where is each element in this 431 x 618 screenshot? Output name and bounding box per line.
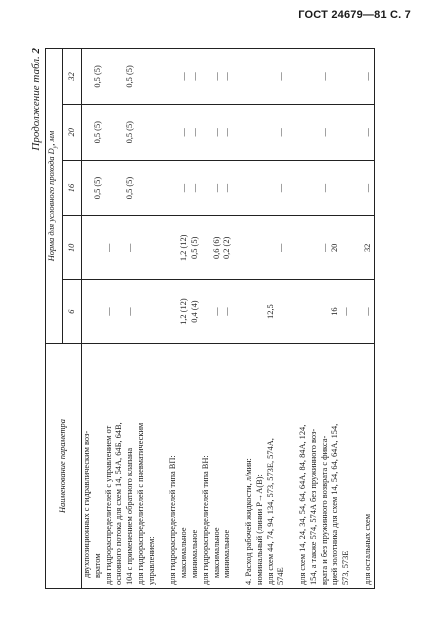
param-cell: для схем 14, 24, 34, 54, 64, 64А, 84, 84А, 124, [298, 344, 309, 589]
param-cell [352, 344, 363, 589]
value-cell [330, 160, 341, 216]
table-row [363, 49, 374, 589]
value-cell [309, 49, 320, 105]
value-cell [341, 49, 352, 105]
param-cell: для остальных схем [363, 344, 374, 589]
value-cell [276, 280, 287, 344]
value-cell [298, 216, 309, 280]
value-cell: 12,5 [266, 280, 277, 344]
param-cell: основного потока для схем 14, 54А, 64Б, 64В, [114, 344, 125, 589]
value-cell [233, 216, 244, 280]
value-cell [255, 280, 266, 344]
value-cell: — [125, 280, 136, 344]
value-cell: — [363, 160, 374, 216]
value-cell [298, 160, 309, 216]
param-cell: 4. Расход рабочей жидкости, л/мин: [244, 344, 255, 589]
value-cell: — [222, 49, 233, 105]
value-cell: 20 [330, 216, 341, 280]
value-cell [201, 104, 212, 160]
value-cell [136, 216, 147, 280]
table-row [309, 49, 320, 589]
value-cell [352, 160, 363, 216]
column-header-20: 20 [63, 104, 82, 160]
value-cell: 1,2 (12) [179, 280, 190, 344]
value-cell [201, 280, 212, 344]
param-cell: 574Е [276, 344, 287, 589]
param-cell: для схем 44, 74, 94, 134, 573, 573Е, 574А, [266, 344, 277, 589]
value-cell [266, 104, 277, 160]
value-cell: 0,5 (5) [125, 160, 136, 216]
value-cell [104, 104, 115, 160]
value-cell [158, 216, 169, 280]
value-cell: — [363, 104, 374, 160]
value-cell [309, 280, 320, 344]
param-cell: номинальный (линии P→A(B): [255, 344, 266, 589]
param-cell: двухпозиционных с гидравлическим воз- [82, 344, 93, 589]
value-cell: 0,6 (6) [212, 216, 223, 280]
group-header-unit: , мм [46, 130, 56, 146]
value-cell: 0,5 (5) [125, 49, 136, 105]
norms-table [45, 48, 375, 589]
value-cell: — [212, 104, 223, 160]
value-cell [114, 160, 125, 216]
param-cell: для гидрораспределителей типа ВП: [168, 344, 179, 589]
param-cell: для гидрораспределителей типа ВН: [201, 344, 212, 589]
value-cell [233, 104, 244, 160]
table-row [222, 49, 233, 589]
value-cell: — [179, 49, 190, 105]
value-cell [309, 216, 320, 280]
value-cell: 0,5 (5) [190, 216, 201, 280]
value-cell: — [212, 280, 223, 344]
table-caption [30, 48, 42, 151]
value-cell [82, 160, 93, 216]
value-cell [136, 160, 147, 216]
value-cell [147, 49, 158, 105]
value-cell [93, 216, 104, 280]
param-cell: максимальное [179, 344, 190, 589]
value-cell [320, 280, 331, 344]
caption-prefix: Продолжение табл. [30, 56, 42, 151]
value-cell [309, 160, 320, 216]
value-cell [266, 160, 277, 216]
value-cell: 0,5 (5) [93, 49, 104, 105]
table-row [298, 49, 309, 589]
table-row [244, 49, 255, 589]
value-cell [168, 104, 179, 160]
value-cell: 0,2 (2) [222, 216, 233, 280]
table-row [266, 49, 277, 589]
value-cell [136, 280, 147, 344]
value-cell [341, 104, 352, 160]
param-cell [233, 344, 244, 589]
param-cell: минимальное [222, 344, 233, 589]
table-row [125, 49, 136, 589]
table-body [82, 49, 375, 589]
value-cell [158, 280, 169, 344]
value-cell [201, 160, 212, 216]
value-cell: — [222, 160, 233, 216]
value-cell [168, 49, 179, 105]
value-cell: — [190, 49, 201, 105]
value-cell: 32 [363, 216, 374, 280]
value-cell [330, 49, 341, 105]
value-cell [82, 49, 93, 105]
value-cell: — [125, 216, 136, 280]
value-cell [82, 104, 93, 160]
value-cell [82, 216, 93, 280]
value-cell [233, 280, 244, 344]
param-cell: 573, 573Е [341, 344, 352, 589]
table-row [168, 49, 179, 589]
value-cell [287, 160, 298, 216]
value-cell [309, 104, 320, 160]
gost-page-header: ГОСТ 24679—81 С. 7 [298, 9, 411, 21]
value-cell: — [276, 160, 287, 216]
value-cell [255, 49, 266, 105]
value-cell: — [190, 160, 201, 216]
value-cell: — [222, 280, 233, 344]
value-cell [233, 160, 244, 216]
value-cell: — [341, 280, 352, 344]
value-cell: 0,5 (5) [125, 104, 136, 160]
value-cell [266, 216, 277, 280]
value-cell [244, 49, 255, 105]
table-row [158, 49, 169, 589]
value-cell [352, 104, 363, 160]
param-cell: 154, а также 574, 574А без пружинного воз- [309, 344, 320, 589]
value-cell [168, 160, 179, 216]
param-cell: 104 с применением обратного клапана [125, 344, 136, 589]
value-cell [244, 160, 255, 216]
value-cell: 16 [330, 280, 341, 344]
table-row [212, 49, 223, 589]
param-cell: минимальное [190, 344, 201, 589]
param-cell: для гидрораспределителей с пневматическим [136, 344, 147, 589]
value-cell [158, 104, 169, 160]
value-cell [93, 280, 104, 344]
table-row [287, 49, 298, 589]
value-cell: 0,5 (5) [93, 160, 104, 216]
table-row [352, 49, 363, 589]
group-header [46, 49, 63, 344]
value-cell [244, 216, 255, 280]
value-cell [244, 280, 255, 344]
value-cell: — [320, 160, 331, 216]
value-cell [114, 104, 125, 160]
value-cell [287, 280, 298, 344]
value-cell [255, 160, 266, 216]
value-cell [147, 104, 158, 160]
value-cell [147, 216, 158, 280]
table-row [255, 49, 266, 589]
value-cell: — [320, 104, 331, 160]
param-cell: цией золотника для схем 14, 54, 64, 64А, 154, [330, 344, 341, 589]
value-cell [287, 49, 298, 105]
value-cell [104, 49, 115, 105]
group-header-sub: у [52, 145, 59, 149]
value-cell [147, 280, 158, 344]
value-cell: — [276, 216, 287, 280]
value-cell: 1,2 (12) [179, 216, 190, 280]
value-cell [168, 280, 179, 344]
value-cell [341, 216, 352, 280]
value-cell [255, 216, 266, 280]
value-cell [244, 104, 255, 160]
column-header-32: 32 [63, 49, 82, 105]
value-cell [298, 49, 309, 105]
value-cell [136, 104, 147, 160]
value-cell [201, 216, 212, 280]
param-cell: максимальное [212, 344, 223, 589]
param-cell: для гидрораспределителей с управлением от [104, 344, 115, 589]
value-cell [114, 49, 125, 105]
column-header-10: 10 [63, 216, 82, 280]
group-header-text: Норма для условного прохода D [46, 148, 56, 262]
value-cell: — [179, 104, 190, 160]
value-cell [352, 280, 363, 344]
value-cell: — [320, 49, 331, 105]
value-cell [341, 160, 352, 216]
table-row [341, 49, 352, 589]
value-cell [136, 49, 147, 105]
value-cell: — [104, 216, 115, 280]
value-cell [298, 104, 309, 160]
value-cell: — [212, 160, 223, 216]
value-cell [233, 49, 244, 105]
value-cell [158, 49, 169, 105]
value-cell [114, 280, 125, 344]
table-row [114, 49, 125, 589]
value-cell: — [363, 49, 374, 105]
value-cell [104, 160, 115, 216]
value-cell [266, 49, 277, 105]
table-row [136, 49, 147, 589]
param-cell: управлением: [147, 344, 158, 589]
table-row [179, 49, 190, 589]
value-cell [168, 216, 179, 280]
caption-number: 2 [30, 48, 42, 54]
param-cell [287, 344, 298, 589]
value-cell [82, 280, 93, 344]
value-cell [287, 216, 298, 280]
value-cell: — [276, 104, 287, 160]
value-cell [298, 280, 309, 344]
value-cell [147, 160, 158, 216]
param-cell: врата и без пружинного возврата с фикса- [320, 344, 331, 589]
column-header-16: 16 [63, 160, 82, 216]
param-cell: вратом [93, 344, 104, 589]
table-row [93, 49, 104, 589]
value-cell: — [320, 216, 331, 280]
table-row [330, 49, 341, 589]
table-row [82, 49, 93, 589]
value-cell: — [179, 160, 190, 216]
value-cell [255, 104, 266, 160]
table-row [104, 49, 115, 589]
table-row [233, 49, 244, 589]
rotated-table-block [30, 48, 402, 589]
param-header: Наименование параметра [46, 344, 82, 589]
table-row [276, 49, 287, 589]
value-cell: — [190, 104, 201, 160]
column-header-6: 6 [63, 280, 82, 344]
table-row [147, 49, 158, 589]
value-cell [352, 216, 363, 280]
value-cell [352, 49, 363, 105]
table-row [201, 49, 212, 589]
value-cell [201, 49, 212, 105]
value-cell: — [104, 280, 115, 344]
value-cell: — [363, 280, 374, 344]
value-cell: — [276, 49, 287, 105]
value-cell: — [212, 49, 223, 105]
value-cell: 0,4 (4) [190, 280, 201, 344]
value-cell [158, 160, 169, 216]
value-cell [287, 104, 298, 160]
table-row [190, 49, 201, 589]
value-cell [114, 216, 125, 280]
value-cell: — [222, 104, 233, 160]
table-row [320, 49, 331, 589]
param-cell [158, 344, 169, 589]
value-cell [330, 104, 341, 160]
value-cell: 0,5 (5) [93, 104, 104, 160]
